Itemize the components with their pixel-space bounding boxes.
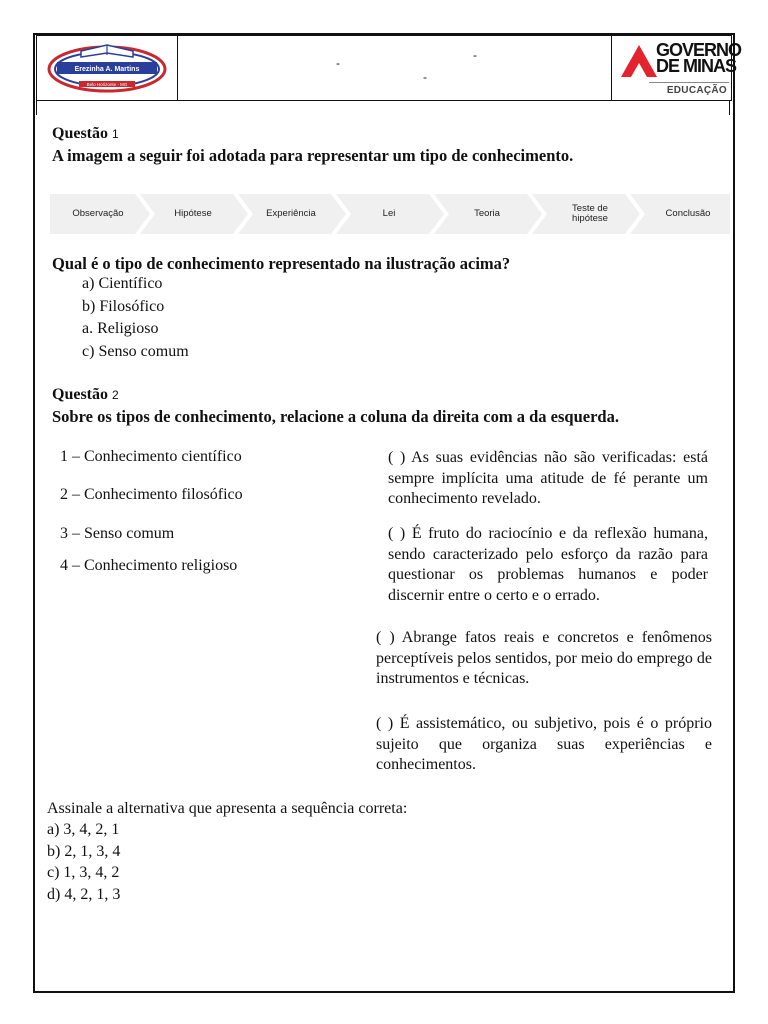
header-divider [611,36,612,100]
left-column-item: 3 – Senso comum [60,525,175,542]
header-mark: - [423,70,427,84]
right-column-item: ( ) É assistemático, ou subjetivo, pois é o próprio sujeito que organiza suas experiências e conhecimentos. [376,715,712,773]
gov-logo-text: GOVERNO DE MINAS [656,40,742,76]
step-label: Lei [382,208,396,219]
right-column-item: ( ) As suas evidências não são verificadas: está sempre implícita uma atitude de fé perante um conhecimento revelado. [388,449,708,507]
svg-text:Belo Horizonte - MG: Belo Horizonte - MG [86,82,128,87]
header [36,35,742,101]
left-column-item: 4 – Conhecimento religioso [60,557,238,574]
school-logo [45,37,169,97]
step-label: Conclusão [665,208,711,219]
scientific-method-diagram [50,194,730,234]
step-label: Hipótese [174,208,212,219]
option-a2: a. Religioso [82,320,159,337]
governo-de-minas-logo [619,40,742,97]
frame-tick [729,101,730,115]
header-mark: - [336,56,340,70]
gov-logo-subtitle: EDUCAÇÃO [666,85,727,96]
svg-text:Erezinha A. Martins: Erezinha A. Martins [74,66,140,73]
option-c: c) Senso comum [82,343,189,360]
step-label: Teoria [474,208,500,219]
right-column-item: ( ) É fruto do raciocínio e da reflexão humana, sendo caracterizado pelo esforço da razão para questionar os problemas humanos e poder discernir entre o certo e o errado. [388,525,708,604]
step-label: Observação [72,208,124,219]
question-2-prompt: Sobre os tipos de conhecimento, relacione a coluna da direita com a da esquerda. [52,407,619,426]
frame-tick [36,101,37,115]
question-1-question: Qual é o tipo de conhecimento representado na ilustração acima? [52,254,511,273]
step-label: Teste de hipótese [572,203,608,224]
answer-c: c) 1, 3, 4, 2 [47,864,120,881]
step-label: Experiência [266,208,316,219]
right-column-item: ( ) Abrange fatos reais e concretos e fenômenos perceptíveis pelos sentidos, por meio do emprego de instrumentos e técnicas. [376,629,712,687]
answer-d: d) 4, 2, 1, 3 [47,886,121,903]
question-1-prompt: A imagem a seguir foi adotada para representar um tipo de conhecimento. [52,146,574,165]
answer-prompt: Assinale a alternativa que apresenta a sequência correta: [47,800,408,817]
gov-logo-rule [649,82,729,83]
option-a: a) Científico [82,275,163,292]
answer-b: b) 2, 1, 3, 4 [47,843,121,860]
header-divider [177,36,178,100]
page-frame [33,33,735,993]
question-2-title: Questão 2 [52,386,119,403]
answer-a: a) 3, 4, 2, 1 [47,821,120,838]
left-column-item: 2 – Conhecimento filosófico [60,486,243,503]
option-b: b) Filosófico [82,298,165,315]
left-column-item: 1 – Conhecimento científico [60,448,242,465]
triangle-logo-icon [619,43,659,79]
header-mark: - [473,48,477,62]
question-1-title: Questão 1 [52,125,119,142]
